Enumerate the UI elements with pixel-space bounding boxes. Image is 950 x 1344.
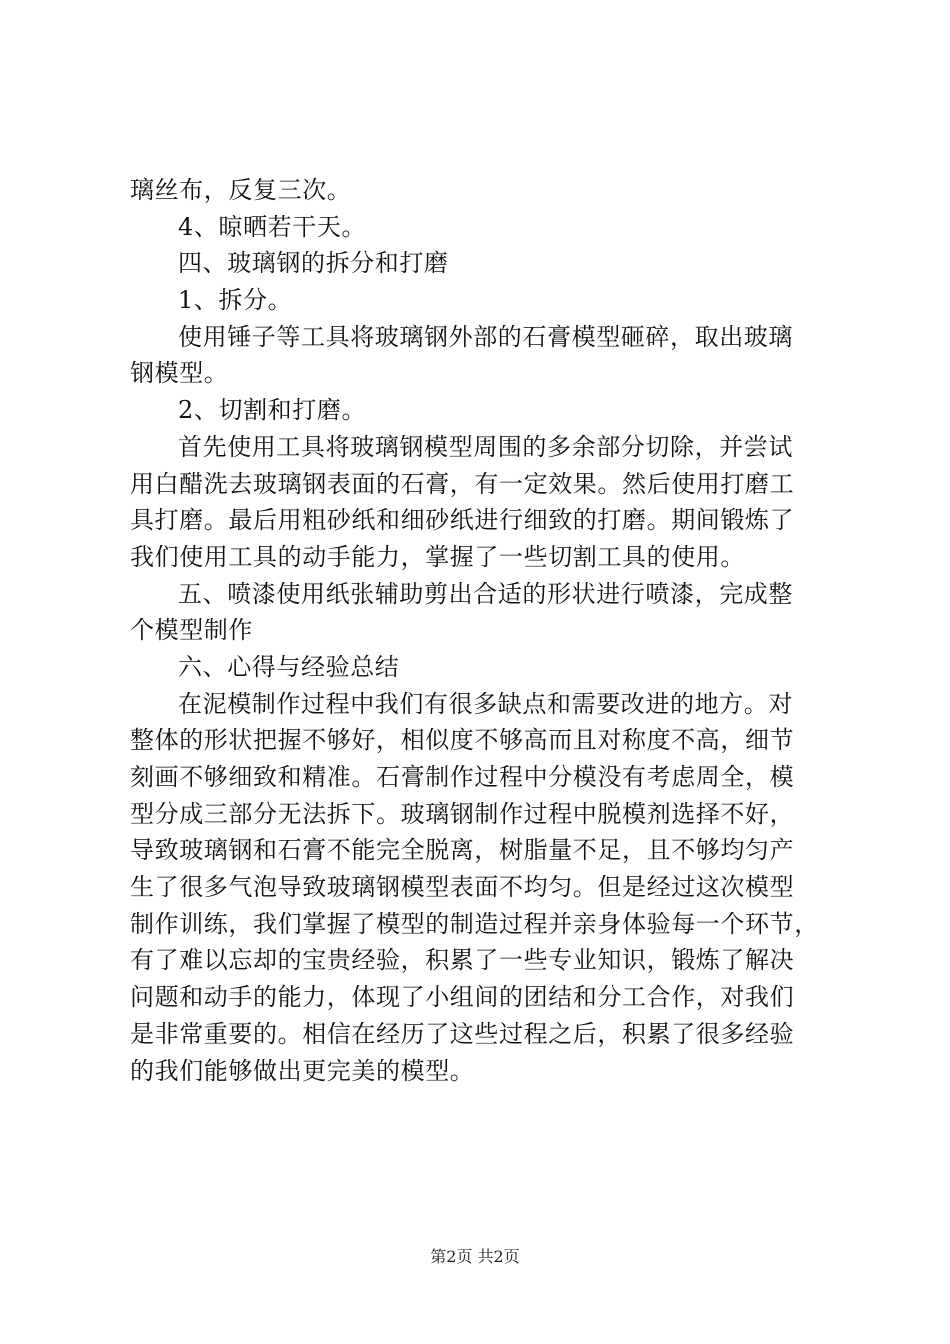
text-line: 个模型制作 bbox=[130, 616, 253, 645]
text-line: 问题和动手的能力，体现了小组间的团结和分工合作，对我们 bbox=[130, 983, 795, 1012]
text-line: 是非常重要的。相信在经历了这些过程之后，积累了很多经验 bbox=[130, 1019, 795, 1048]
text-line: 在泥模制作过程中我们有很多缺点和需要改进的地方。对 bbox=[178, 689, 793, 718]
page-footer: 第2页 共2页 bbox=[430, 1247, 520, 1266]
text-line: 1、拆分。 bbox=[178, 286, 293, 315]
text-line: 使用锤子等工具将玻璃钢外部的石膏模型砸碎，取出玻璃 bbox=[178, 322, 793, 351]
text-line: 钢模型。 bbox=[130, 359, 229, 388]
text-line: 整体的形状把握不够好，相似度不够高而且对称度不高，细节 bbox=[130, 726, 795, 755]
text-line: 2、切割和打磨。 bbox=[178, 396, 367, 425]
text-line: 导致玻璃钢和石膏不能完全脱离，树脂量不足，且不够均匀产 bbox=[130, 836, 795, 865]
text-line: 五、喷漆使用纸张辅助剪出合适的形状进行喷漆，完成整 bbox=[178, 579, 793, 608]
text-line: 有了难以忘却的宝贵经验，积累了一些专业知识，锻炼了解决 bbox=[130, 946, 795, 975]
text-line: 具打磨。最后用粗砂纸和细砂纸进行细致的打磨。期间锻炼了 bbox=[130, 506, 795, 535]
text-line: 型分成三部分无法拆下。玻璃钢制作过程中脱模剂选择不好， bbox=[130, 799, 795, 828]
text-line: 4、晾晒若干天。 bbox=[178, 212, 367, 241]
text-line: 刻画不够细致和精准。石膏制作过程中分模没有考虑周全，模 bbox=[130, 763, 795, 791]
text-line: 生了很多气泡导致玻璃钢模型表面不均匀。但是经过这次模型 bbox=[130, 873, 795, 902]
document-body bbox=[130, 172, 840, 1089]
text-line: 我们使用工具的动手能力，掌握了一些切割工具的使用。 bbox=[130, 542, 745, 571]
text-line: 的我们能够做出更完美的模型。 bbox=[130, 1056, 475, 1085]
text-line: 用白醋洗去玻璃钢表面的石膏，有一定效果。然后使用打磨工 bbox=[130, 469, 795, 498]
text-line: 四、玻璃钢的拆分和打磨 bbox=[178, 249, 449, 278]
text-line: 制作训练，我们掌握了模型的制造过程并亲身体验每一个环节， bbox=[130, 909, 819, 938]
text-line: 璃丝布，反复三次。 bbox=[130, 176, 352, 204]
text-line: 首先使用工具将玻璃钢模型周围的多余部分切除，并尝试 bbox=[178, 432, 793, 461]
text-line: 六、心得与经验总结 bbox=[178, 652, 400, 681]
